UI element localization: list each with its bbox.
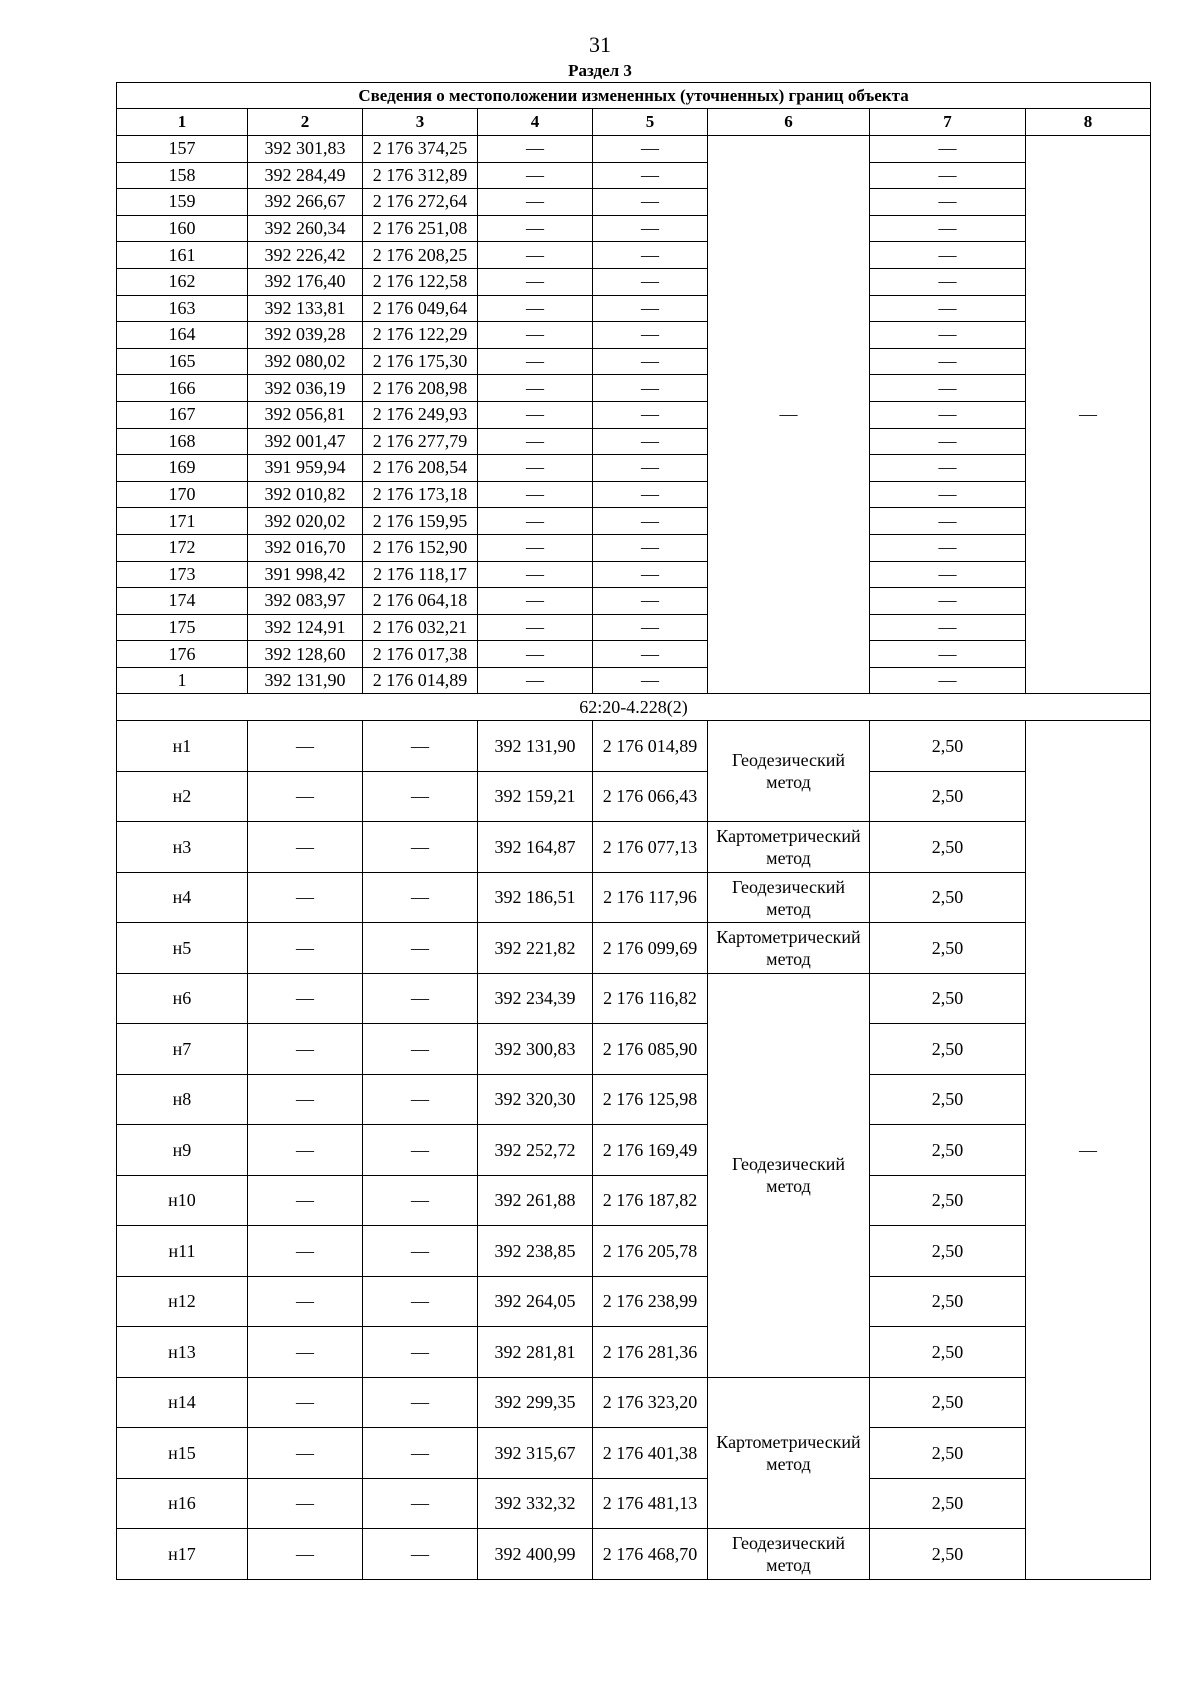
point-number-cell: 159 — [117, 189, 248, 216]
column-number-7: 7 — [870, 109, 1026, 136]
accuracy-cell: 2,50 — [870, 1226, 1026, 1277]
point-number-cell: 157 — [117, 136, 248, 163]
accuracy-cell: — — [870, 242, 1026, 269]
new-y-cell: 2 176 468,70 — [593, 1529, 708, 1580]
new-y-cell: 2 176 238,99 — [593, 1276, 708, 1327]
old-x-cell: 392 301,83 — [248, 136, 363, 163]
new-x-cell: — — [478, 455, 593, 482]
old-y-cell: 2 176 277,79 — [363, 428, 478, 455]
accuracy-cell: 2,50 — [870, 1428, 1026, 1479]
old-x-cell: — — [248, 1125, 363, 1176]
accuracy-cell: — — [870, 215, 1026, 242]
table-row — [117, 872, 1151, 923]
new-x-cell: 392 264,05 — [478, 1276, 593, 1327]
old-y-cell: — — [363, 1024, 478, 1075]
new-y-cell: — — [593, 588, 708, 615]
old-x-cell: 391 998,42 — [248, 561, 363, 588]
point-number-cell: н3 — [117, 822, 248, 873]
new-x-cell: — — [478, 561, 593, 588]
table-row — [117, 1276, 1151, 1327]
old-x-cell: — — [248, 1175, 363, 1226]
old-y-cell: — — [363, 1529, 478, 1580]
new-y-cell: — — [593, 455, 708, 482]
table-caption-row — [117, 83, 1151, 109]
new-y-cell: — — [593, 508, 708, 535]
table-row — [117, 1428, 1151, 1479]
accuracy-cell: 2,50 — [870, 872, 1026, 923]
table-row — [117, 242, 1151, 269]
method-cell: Геодезический метод — [708, 872, 870, 923]
old-x-cell: — — [248, 771, 363, 822]
old-y-cell: 2 176 272,64 — [363, 189, 478, 216]
point-number-cell: н17 — [117, 1529, 248, 1580]
column-number-6: 6 — [708, 109, 870, 136]
old-x-cell: 392 226,42 — [248, 242, 363, 269]
point-number-cell: н15 — [117, 1428, 248, 1479]
old-x-cell: — — [248, 1478, 363, 1529]
old-y-cell: 2 176 017,38 — [363, 641, 478, 668]
accuracy-cell: 2,50 — [870, 923, 1026, 974]
new-y-cell: — — [593, 641, 708, 668]
old-x-cell: — — [248, 973, 363, 1024]
new-y-cell: — — [593, 348, 708, 375]
new-x-cell: 392 252,72 — [478, 1125, 593, 1176]
new-x-cell: — — [478, 428, 593, 455]
new-x-cell: — — [478, 268, 593, 295]
new-y-cell: 2 176 066,43 — [593, 771, 708, 822]
new-x-cell: 392 159,21 — [478, 771, 593, 822]
new-y-cell: — — [593, 534, 708, 561]
table-row — [117, 667, 1151, 694]
point-number-cell: 176 — [117, 641, 248, 668]
old-x-cell: — — [248, 1327, 363, 1378]
accuracy-cell: — — [870, 348, 1026, 375]
old-x-cell: — — [248, 1377, 363, 1428]
new-x-cell: — — [478, 295, 593, 322]
boundary-coordinates-table — [116, 82, 1151, 1580]
new-x-cell: — — [478, 162, 593, 189]
old-x-cell: 392 020,02 — [248, 508, 363, 535]
new-y-cell: — — [593, 481, 708, 508]
old-x-cell: 391 959,94 — [248, 455, 363, 482]
old-x-cell: — — [248, 1428, 363, 1479]
new-x-cell: — — [478, 481, 593, 508]
new-x-cell: 392 299,35 — [478, 1377, 593, 1428]
point-number-cell: 173 — [117, 561, 248, 588]
new-y-cell: 2 176 481,13 — [593, 1478, 708, 1529]
new-y-cell: 2 176 014,89 — [593, 721, 708, 772]
table-row — [117, 721, 1151, 772]
accuracy-cell: 2,50 — [870, 1125, 1026, 1176]
accuracy-cell: — — [870, 136, 1026, 163]
old-y-cell: 2 176 118,17 — [363, 561, 478, 588]
old-x-cell: 392 133,81 — [248, 295, 363, 322]
point-number-cell: 165 — [117, 348, 248, 375]
accuracy-cell: — — [870, 614, 1026, 641]
point-number-cell: 1 — [117, 667, 248, 694]
accuracy-cell: — — [870, 667, 1026, 694]
new-y-cell: 2 176 099,69 — [593, 923, 708, 974]
accuracy-cell: — — [870, 322, 1026, 349]
accuracy-cell: 2,50 — [870, 1529, 1026, 1580]
old-y-cell: 2 176 159,95 — [363, 508, 478, 535]
new-x-cell: 392 332,32 — [478, 1478, 593, 1529]
point-number-cell: 167 — [117, 401, 248, 428]
new-y-cell: 2 176 323,20 — [593, 1377, 708, 1428]
old-y-cell: — — [363, 1175, 478, 1226]
old-y-cell: — — [363, 771, 478, 822]
old-x-cell: — — [248, 1024, 363, 1075]
parcel-number-cell: 62:20-4.228(2) — [117, 694, 1151, 721]
point-number-cell: 172 — [117, 534, 248, 561]
accuracy-cell: 2,50 — [870, 1377, 1026, 1428]
table-row — [117, 641, 1151, 668]
old-x-cell: 392 016,70 — [248, 534, 363, 561]
old-x-cell: 392 266,67 — [248, 189, 363, 216]
new-y-cell: — — [593, 189, 708, 216]
table-row — [117, 614, 1151, 641]
new-y-cell: 2 176 169,49 — [593, 1125, 708, 1176]
new-y-cell: — — [593, 428, 708, 455]
new-x-cell: — — [478, 189, 593, 216]
new-x-cell: 392 131,90 — [478, 721, 593, 772]
table-row — [117, 401, 1151, 428]
point-number-cell: 162 — [117, 268, 248, 295]
accuracy-cell: — — [870, 481, 1026, 508]
column-number-row — [117, 109, 1151, 136]
new-x-cell: — — [478, 136, 593, 163]
old-y-cell: 2 176 208,98 — [363, 375, 478, 402]
accuracy-cell: 2,50 — [870, 771, 1026, 822]
old-y-cell: — — [363, 1327, 478, 1378]
new-x-cell: 392 281,81 — [478, 1327, 593, 1378]
table-row — [117, 1327, 1151, 1378]
table-row — [117, 136, 1151, 163]
old-y-cell: — — [363, 721, 478, 772]
old-y-cell: 2 176 175,30 — [363, 348, 478, 375]
old-y-cell: 2 176 208,54 — [363, 455, 478, 482]
method-cell: Геодезический метод — [708, 973, 870, 1377]
new-x-cell: 392 400,99 — [478, 1529, 593, 1580]
old-y-cell: 2 176 374,25 — [363, 136, 478, 163]
new-y-cell: — — [593, 614, 708, 641]
accuracy-cell: 2,50 — [870, 1024, 1026, 1075]
old-x-cell: 392 260,34 — [248, 215, 363, 242]
table-row — [117, 322, 1151, 349]
point-number-cell: н5 — [117, 923, 248, 974]
table-row — [117, 973, 1151, 1024]
old-x-cell: 392 124,91 — [248, 614, 363, 641]
point-number-cell: н12 — [117, 1276, 248, 1327]
old-y-cell: — — [363, 822, 478, 873]
point-number-cell: н7 — [117, 1024, 248, 1075]
old-x-cell: 392 131,90 — [248, 667, 363, 694]
column-number-8: 8 — [1026, 109, 1151, 136]
new-y-cell: 2 176 117,96 — [593, 872, 708, 923]
old-y-cell: 2 176 032,21 — [363, 614, 478, 641]
old-x-cell: — — [248, 1529, 363, 1580]
old-x-cell: 392 128,60 — [248, 641, 363, 668]
accuracy-cell: — — [870, 455, 1026, 482]
new-x-cell: — — [478, 508, 593, 535]
accuracy-cell: — — [870, 295, 1026, 322]
point-number-cell: н14 — [117, 1377, 248, 1428]
old-y-cell: — — [363, 872, 478, 923]
accuracy-cell: — — [870, 375, 1026, 402]
new-x-cell: — — [478, 588, 593, 615]
table-row — [117, 1125, 1151, 1176]
new-y-cell: — — [593, 162, 708, 189]
new-y-cell: 2 176 187,82 — [593, 1175, 708, 1226]
accuracy-cell: — — [870, 561, 1026, 588]
old-y-cell: — — [363, 1478, 478, 1529]
new-y-cell: 2 176 125,98 — [593, 1074, 708, 1125]
new-x-cell: — — [478, 641, 593, 668]
point-number-cell: 174 — [117, 588, 248, 615]
old-y-cell: — — [363, 1428, 478, 1479]
method-cell: Картометрический метод — [708, 822, 870, 873]
new-y-cell: — — [593, 136, 708, 163]
old-y-cell: 2 176 173,18 — [363, 481, 478, 508]
column-number-5: 5 — [593, 109, 708, 136]
method-cell: Геодезический метод — [708, 721, 870, 822]
old-x-cell: 392 010,82 — [248, 481, 363, 508]
accuracy-cell: — — [870, 641, 1026, 668]
old-x-cell: 392 036,19 — [248, 375, 363, 402]
point-number-cell: 160 — [117, 215, 248, 242]
table-caption: Сведения о местоположении измененных (уточненных) границ объекта — [117, 83, 1151, 109]
new-y-cell: 2 176 077,13 — [593, 822, 708, 873]
accuracy-cell: — — [870, 189, 1026, 216]
accuracy-cell: 2,50 — [870, 1478, 1026, 1529]
point-number-cell: 170 — [117, 481, 248, 508]
new-x-cell: — — [478, 534, 593, 561]
point-number-cell: 175 — [117, 614, 248, 641]
point-number-cell: н6 — [117, 973, 248, 1024]
accuracy-cell: — — [870, 401, 1026, 428]
old-y-cell: — — [363, 1226, 478, 1277]
old-y-cell: — — [363, 1074, 478, 1125]
point-number-cell: н2 — [117, 771, 248, 822]
point-number-cell: н16 — [117, 1478, 248, 1529]
method-cell: Картометрический метод — [708, 1377, 870, 1529]
method-cell: Геодезический метод — [708, 1529, 870, 1580]
description-cell: — — [1026, 721, 1151, 1580]
old-y-cell: 2 176 251,08 — [363, 215, 478, 242]
table-row — [117, 428, 1151, 455]
old-x-cell: — — [248, 1276, 363, 1327]
accuracy-cell: 2,50 — [870, 1175, 1026, 1226]
point-number-cell: 164 — [117, 322, 248, 349]
old-y-cell: — — [363, 1377, 478, 1428]
new-y-cell: 2 176 281,36 — [593, 1327, 708, 1378]
new-x-cell: 392 320,30 — [478, 1074, 593, 1125]
point-number-cell: н1 — [117, 721, 248, 772]
point-number-cell: 168 — [117, 428, 248, 455]
column-number-2: 2 — [248, 109, 363, 136]
accuracy-cell: 2,50 — [870, 721, 1026, 772]
new-y-cell: — — [593, 295, 708, 322]
old-x-cell: — — [248, 1074, 363, 1125]
table-row — [117, 162, 1151, 189]
description-cell: — — [1026, 136, 1151, 694]
new-y-cell: 2 176 205,78 — [593, 1226, 708, 1277]
old-x-cell: — — [248, 923, 363, 974]
table-row — [117, 1074, 1151, 1125]
table-row — [117, 189, 1151, 216]
table-row — [117, 268, 1151, 295]
new-y-cell: — — [593, 401, 708, 428]
new-y-cell: — — [593, 242, 708, 269]
table-row — [117, 1226, 1151, 1277]
table-row — [117, 508, 1151, 535]
new-x-cell: — — [478, 375, 593, 402]
new-y-cell: — — [593, 667, 708, 694]
new-x-cell: 392 238,85 — [478, 1226, 593, 1277]
old-x-cell: — — [248, 721, 363, 772]
new-y-cell: 2 176 116,82 — [593, 973, 708, 1024]
table-row — [117, 348, 1151, 375]
method-cell: — — [708, 136, 870, 694]
new-y-cell: 2 176 401,38 — [593, 1428, 708, 1479]
column-number-3: 3 — [363, 109, 478, 136]
new-y-cell: — — [593, 215, 708, 242]
new-y-cell: — — [593, 561, 708, 588]
old-y-cell: 2 176 064,18 — [363, 588, 478, 615]
old-y-cell: 2 176 208,25 — [363, 242, 478, 269]
accuracy-cell: 2,50 — [870, 1074, 1026, 1125]
old-x-cell: 392 080,02 — [248, 348, 363, 375]
new-y-cell: 2 176 085,90 — [593, 1024, 708, 1075]
method-cell: Картометрический метод — [708, 923, 870, 974]
old-x-cell: 392 083,97 — [248, 588, 363, 615]
old-x-cell: 392 001,47 — [248, 428, 363, 455]
new-x-cell: — — [478, 242, 593, 269]
table-row — [117, 1529, 1151, 1580]
table-row — [117, 822, 1151, 873]
old-x-cell: 392 176,40 — [248, 268, 363, 295]
old-y-cell: 2 176 122,29 — [363, 322, 478, 349]
point-number-cell: н13 — [117, 1327, 248, 1378]
old-x-cell: — — [248, 872, 363, 923]
new-x-cell: 392 164,87 — [478, 822, 593, 873]
point-number-cell: 158 — [117, 162, 248, 189]
table-row — [117, 295, 1151, 322]
old-y-cell: 2 176 152,90 — [363, 534, 478, 561]
old-y-cell: 2 176 249,93 — [363, 401, 478, 428]
accuracy-cell: 2,50 — [870, 1276, 1026, 1327]
table-row — [117, 1175, 1151, 1226]
new-y-cell: — — [593, 375, 708, 402]
old-x-cell: 392 056,81 — [248, 401, 363, 428]
old-x-cell: 392 039,28 — [248, 322, 363, 349]
accuracy-cell: — — [870, 588, 1026, 615]
accuracy-cell: — — [870, 268, 1026, 295]
table-row — [117, 1377, 1151, 1428]
old-y-cell: 2 176 049,64 — [363, 295, 478, 322]
new-x-cell: 392 315,67 — [478, 1428, 593, 1479]
old-x-cell: 392 284,49 — [248, 162, 363, 189]
old-x-cell: — — [248, 822, 363, 873]
point-number-cell: н9 — [117, 1125, 248, 1176]
accuracy-cell: — — [870, 428, 1026, 455]
table-row — [117, 375, 1151, 402]
table-row — [117, 923, 1151, 974]
table-row — [117, 481, 1151, 508]
point-number-cell: 166 — [117, 375, 248, 402]
accuracy-cell: — — [870, 162, 1026, 189]
table-row — [117, 215, 1151, 242]
old-y-cell: 2 176 312,89 — [363, 162, 478, 189]
point-number-cell: н4 — [117, 872, 248, 923]
new-y-cell: — — [593, 322, 708, 349]
section-title: Раздел 3 — [568, 61, 632, 80]
table-row — [117, 455, 1151, 482]
new-y-cell: — — [593, 268, 708, 295]
point-number-cell: н11 — [117, 1226, 248, 1277]
new-x-cell: — — [478, 667, 593, 694]
accuracy-cell: 2,50 — [870, 1327, 1026, 1378]
point-number-cell: 163 — [117, 295, 248, 322]
point-number-cell: 161 — [117, 242, 248, 269]
old-y-cell: 2 176 014,89 — [363, 667, 478, 694]
new-x-cell: — — [478, 215, 593, 242]
old-y-cell: — — [363, 1125, 478, 1176]
point-number-cell: н10 — [117, 1175, 248, 1226]
accuracy-cell: — — [870, 508, 1026, 535]
new-x-cell: — — [478, 614, 593, 641]
table-row — [117, 561, 1151, 588]
new-x-cell: 392 261,88 — [478, 1175, 593, 1226]
old-y-cell: — — [363, 973, 478, 1024]
table-row — [117, 534, 1151, 561]
new-x-cell: — — [478, 401, 593, 428]
old-y-cell: 2 176 122,58 — [363, 268, 478, 295]
table-row — [117, 771, 1151, 822]
new-x-cell: 392 234,39 — [478, 973, 593, 1024]
point-number-cell: н8 — [117, 1074, 248, 1125]
table-row — [117, 1478, 1151, 1529]
new-x-cell: 392 186,51 — [478, 872, 593, 923]
column-number-4: 4 — [478, 109, 593, 136]
accuracy-cell: 2,50 — [870, 973, 1026, 1024]
page-number: 31 — [589, 32, 611, 57]
table-row — [117, 1024, 1151, 1075]
accuracy-cell: 2,50 — [870, 822, 1026, 873]
point-number-cell: 171 — [117, 508, 248, 535]
new-x-cell: 392 300,83 — [478, 1024, 593, 1075]
parcel-number-row — [117, 694, 1151, 721]
table-body — [117, 83, 1151, 1580]
new-x-cell: — — [478, 348, 593, 375]
table-row — [117, 588, 1151, 615]
point-number-cell: 169 — [117, 455, 248, 482]
new-x-cell: 392 221,82 — [478, 923, 593, 974]
old-x-cell: — — [248, 1226, 363, 1277]
old-y-cell: — — [363, 1276, 478, 1327]
new-x-cell: — — [478, 322, 593, 349]
column-number-1: 1 — [117, 109, 248, 136]
old-y-cell: — — [363, 923, 478, 974]
accuracy-cell: — — [870, 534, 1026, 561]
